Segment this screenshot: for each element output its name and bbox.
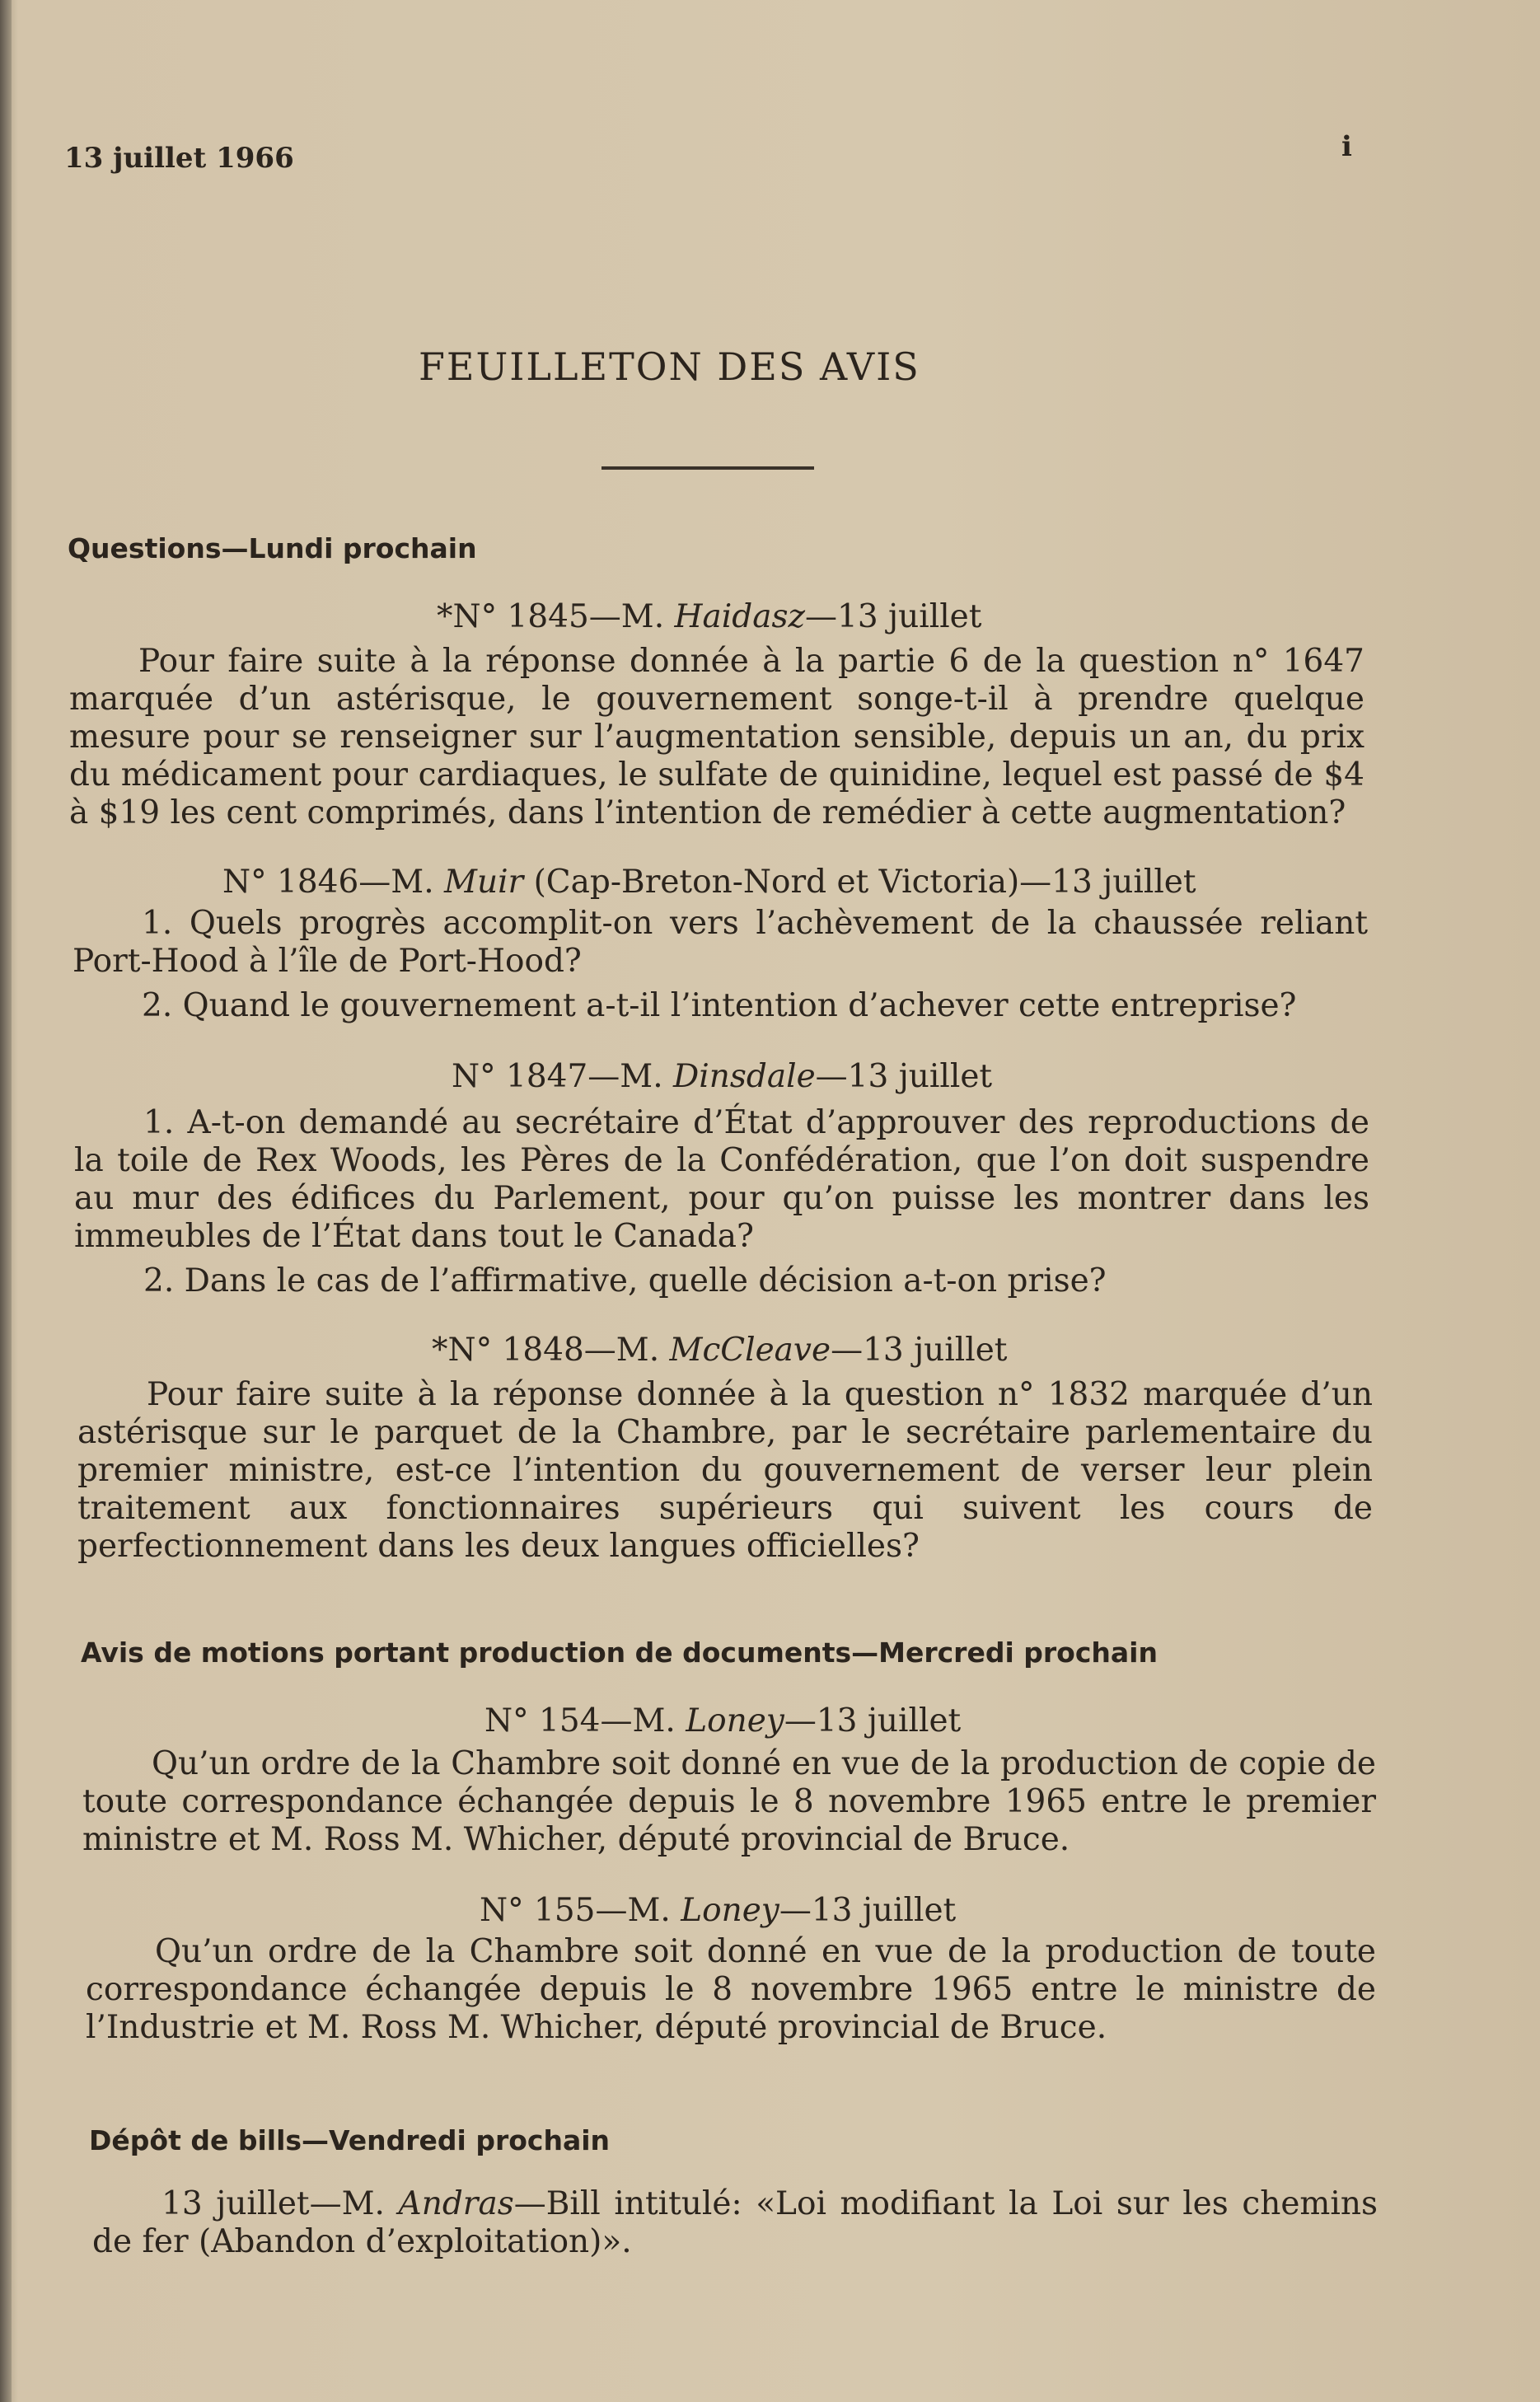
question-date: (Cap-Breton-Nord et Victoria)—13 juillet <box>523 864 1196 901</box>
motion-number: N° 154—M. <box>484 1702 686 1739</box>
page-title: FEUILLETON DES AVIS <box>419 344 920 389</box>
question-heading-1845 <box>437 598 981 635</box>
motion-paragraph: Qu’un ordre de la Chambre soit donné en vue de la production de copie de toute correspondance échangée depuis le 8 novembre 1965 entre le premier ministre et M. Ross M. Whicher, député provincial de Bruce. <box>82 1745 1376 1858</box>
bill-date: 13 juillet—M. <box>161 2185 399 2222</box>
question-text-1846 <box>73 905 1368 1025</box>
question-paragraph: Pour faire suite à la réponse donnée à la partie 6 de la question n° 1647 marquée d’un astérisque, le gouvernement songe-t-il à prendre quelque mesure pour se renseigner sur l’augmentation sensible, depuis un an, du prix du médicament pour cardiaques, le sulfate de quinidine, lequel est passé de $4 à $19 les cent comprimés, dans l’intention de remédier à cette augmentation? <box>69 643 1364 831</box>
question-heading-1848 <box>432 1332 1007 1369</box>
motion-paragraph: Qu’un ordre de la Chambre soit donné en vue de la production de toute correspondance échangée depuis le 8 novembre 1965 entre le ministre de l’Industrie et M. Ross M. Whicher, député provincial de Bruce. <box>86 1933 1376 2046</box>
member-name: Haidasz <box>674 598 806 635</box>
question-number: N° 1846—M. <box>222 864 445 901</box>
page-number: i <box>1341 130 1352 163</box>
member-name: McCleave <box>669 1332 831 1369</box>
motion-number: N° 155—M. <box>480 1892 681 1929</box>
question-heading-1847 <box>452 1058 992 1095</box>
question-date: —13 juillet <box>805 598 982 635</box>
question-number: N° 1847—M. <box>452 1058 674 1095</box>
question-text-1848 <box>77 1376 1373 1566</box>
motion-heading-154 <box>484 1702 961 1739</box>
question-text-1845 <box>69 643 1364 832</box>
question-paragraph: 1. A-t-on demandé au secrétaire d’État d’approuver des reproductions de la toile de Rex Woods, les Pères de la Confédération, que l’on doit suspendre au mur des édifices du Parlement, pour qu’on puisse les montrer dans les immeubles de l’État dans tout le Canada? <box>74 1104 1369 1255</box>
motion-heading-155 <box>480 1892 956 1929</box>
motion-date: —13 juillet <box>779 1892 957 1929</box>
book-spine-shadow <box>0 0 12 2402</box>
question-paragraph: 2. Dans le cas de l’affirmative, quelle décision a-t-on prise? <box>143 1262 1107 1299</box>
question-number: *N° 1845—M. <box>437 598 675 635</box>
member-name: Andras <box>398 2185 514 2222</box>
section-heading-motions: Avis de motions portant production de documents—Mercredi prochain <box>81 1636 1158 1669</box>
title-divider <box>601 466 814 470</box>
bill-notice <box>92 2185 1378 2261</box>
bill-title: —Bill intitulé: «Loi modifiant la Loi sur les chemins de fer (Abandon d’exploitation)». <box>92 2185 1379 2260</box>
section-heading-bills: Dépôt de bills—Vendredi prochain <box>89 2124 611 2156</box>
section-heading-questions: Questions—Lundi prochain <box>68 532 477 564</box>
question-paragraph: 2. Quand le gouvernement a-t-il l’intention d’achever cette entreprise? <box>142 987 1297 1024</box>
motion-text-155 <box>86 1933 1376 2047</box>
member-name: Dinsdale <box>673 1058 816 1095</box>
question-heading-1846 <box>222 864 1196 901</box>
question-number: *N° 1848—M. <box>432 1332 670 1369</box>
member-name: Loney <box>681 1892 779 1929</box>
question-date: —13 juillet <box>831 1332 1008 1369</box>
question-paragraph: 1. Quels progrès accomplit-on vers l’achèvement de la chaussée reliant Port-Hood à l’île de Port-Hood? <box>73 905 1368 980</box>
bill-paragraph <box>92 2185 1378 2261</box>
header-date: 13 juillet 1966 <box>64 142 294 175</box>
motion-date: —13 juillet <box>784 1702 962 1739</box>
member-name: Loney <box>686 1702 784 1739</box>
question-text-1847 <box>74 1104 1369 1300</box>
motion-text-154 <box>82 1745 1376 1859</box>
question-date: —13 juillet <box>815 1058 993 1095</box>
question-paragraph: Pour faire suite à la réponse donnée à la question n° 1832 marquée d’un astérisque sur le parquet de la Chambre, par le secrétaire parlementaire du premier ministre, est-ce l’intention du gouvernement de verser leur plein traitement aux fonctionnaires supérieurs qui suivent les cours de perfectionnement dans les deux langues officielles? <box>77 1376 1373 1565</box>
member-name: Muir <box>444 864 524 901</box>
